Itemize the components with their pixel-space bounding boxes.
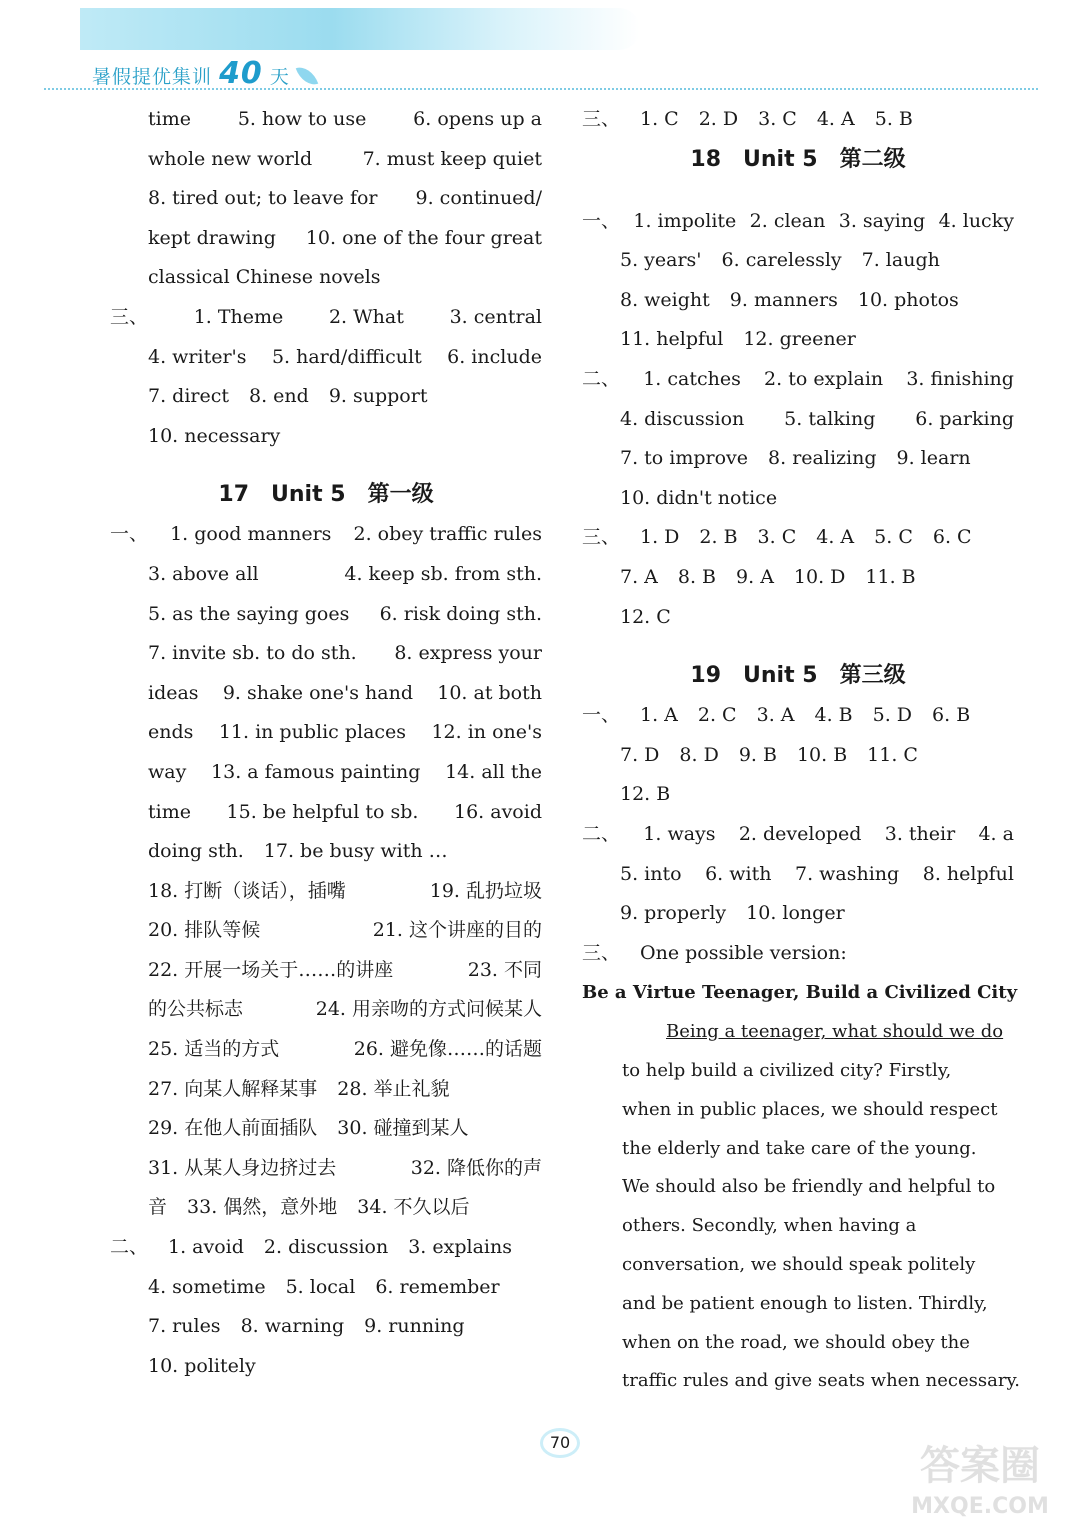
watermark-url: MXQE.COM (911, 1494, 1049, 1519)
unit19-section-3 (582, 934, 1020, 1401)
answer-line: 5. as the saying goes 6. risk doing sth. (148, 602, 542, 625)
answer-line: 三、 1. Theme 2. What 3. central (110, 298, 542, 338)
answer-line: 5. into 6. with 7. washing 8. helpful (620, 862, 1014, 885)
answer-line: 一、 1. impolite 2. clean 3. saying 4. lucky (582, 202, 1014, 242)
answer-line: 二、 1. ways 2. developed 3. their 4. a (582, 815, 1014, 855)
answer-line: 一、 1. A 2. C 3. A 4. B 5. D 6. B (582, 696, 1014, 736)
answer-line: 25. 适当的方式 26. 避免像……的话题 (148, 1038, 542, 1061)
essay-line: traffic rules and give seats when necessary. (622, 1370, 1020, 1392)
unit-heading: 17 Unit 5 第一级 (218, 482, 434, 508)
answer-line: 7. direct 8. end 9. support (148, 385, 428, 408)
continued-answers (110, 100, 542, 298)
answer-line: kept drawing 10. one of the four great (148, 226, 542, 249)
answer-line: 10. necessary (148, 424, 281, 447)
essay-line: conversation, we should speak politely (622, 1254, 976, 1276)
answer-line: 11. helpful 12. greener (620, 328, 856, 351)
essay-line: others. Secondly, when having a (622, 1215, 917, 1237)
section-label: 二、 (582, 367, 621, 390)
answer-line: 三、 1. D 2. B 3. C 4. A 5. C 6. C (582, 518, 1014, 558)
answer-line: 29. 在他人前面插队 30. 碰撞到某人 (148, 1117, 469, 1140)
section-3-answers (110, 298, 542, 456)
section-label: 三、 (582, 108, 621, 130)
section-label: 三、 (110, 305, 149, 328)
answer-line: 4. writer's 5. hard/difficult 6. include (148, 345, 542, 368)
days-unit: 天 (269, 66, 290, 88)
answer-line: 三、 1. C 2. D 3. C 4. A 5. B (582, 100, 1014, 140)
answer-line: 7. rules 8. warning 9. running (148, 1315, 465, 1338)
answer-line: 音 33. 偶然，意外地 34. 不久以后 (148, 1196, 470, 1219)
header-divider (44, 88, 1038, 90)
answer-line: 10. didn't notice (620, 486, 778, 509)
answer-line: time 15. be helpful to sb. 16. avoid (148, 800, 542, 823)
answer-line: 20. 排队等候 21. 这个讲座的目的 (148, 919, 542, 942)
unit17-section-2 (110, 1228, 542, 1386)
answer-line: 22. 开展一场关于……的讲座 23. 不同 (148, 958, 542, 981)
answer-line: ends 11. in public places 12. in one's (148, 721, 542, 744)
right-column (582, 100, 1020, 1400)
essay-line: Being a teenager, what should we do (666, 1021, 1004, 1043)
answer-line: ideas 9. shake one's hand 10. at both (148, 681, 542, 704)
answer-line: 7. to improve 8. realizing 9. learn (620, 447, 971, 470)
unit18-section-2 (582, 360, 1014, 518)
left-column (110, 100, 542, 1386)
unit18-section-1 (582, 202, 1014, 360)
watermark-logo: 答案圈 (920, 1443, 1040, 1489)
days-number: 40 (219, 56, 263, 91)
essay-line: when on the road, we should obey the (622, 1331, 970, 1353)
answer-line: 4. discussion 5. talking 6. parking (620, 407, 1014, 430)
section-label: 三、 (582, 526, 621, 549)
essay-line: We should also be friendly and helpful to (622, 1176, 996, 1198)
section-label: 一、 (582, 209, 621, 232)
unit17-section-1 (110, 515, 542, 1228)
essay-line: the elderly and take care of the young. (622, 1137, 977, 1159)
essay-line: to help build a civilized city? Firstly, (622, 1060, 952, 1082)
essay-line: when in public places, we should respect (622, 1098, 998, 1120)
answer-line: 5. years' 6. carelessly 7. laugh (620, 249, 940, 272)
answer-line: 二、 1. avoid 2. discussion 3. explains (110, 1228, 542, 1268)
answer-line: way 13. a famous painting 14. all the (148, 760, 542, 783)
answer-line: 8. weight 9. manners 10. photos (620, 288, 959, 311)
section-label: 一、 (110, 523, 149, 546)
answer-line: 8. tired out; to leave for 9. continued/ (148, 187, 542, 210)
book-title: 暑假提优集训 (92, 66, 213, 88)
essay-body (582, 1012, 1020, 1400)
section-label: 二、 (582, 822, 621, 845)
watermark (900, 1440, 1060, 1530)
answer-line: 18. 打断（谈话），插嘴 19. 乱扔垃圾 (148, 879, 542, 902)
answer-line: 4. sometime 5. local 6. remember (148, 1275, 500, 1298)
answer-line: 7. A 8. B 9. A 10. D 11. B (620, 565, 916, 588)
unit18-section-3 (582, 518, 1014, 637)
page-number: 70 (540, 1428, 580, 1458)
answer-line: 12. C (620, 605, 671, 628)
answer-line: 的公共标志 24. 用亲吻的方式问候某人 (148, 998, 542, 1021)
answer-line: 一、 1. good manners 2. obey traffic rules (110, 515, 542, 555)
unit-heading: 18 Unit 5 第二级 (690, 146, 906, 172)
section-label: 二、 (110, 1236, 149, 1259)
essay-title: Be a Virtue Teenager, Build a Civilized City (582, 982, 1018, 1004)
answer-line: 9. properly 10. longer (620, 902, 845, 925)
answer-line: 12. B (620, 783, 671, 806)
answer-line: 10. politely (148, 1354, 256, 1377)
leaf-icon (296, 63, 319, 89)
unit19-section-1 (582, 696, 1014, 815)
section-label: 三、 (582, 941, 621, 964)
answer-line: 7. invite sb. to do sth. 8. express your (148, 642, 542, 665)
answer-line: 3. above all 4. keep sb. from sth. (148, 562, 542, 585)
answer-line: 二、 1. catches 2. to explain 3. finishing (582, 360, 1014, 400)
answer-line (582, 934, 1014, 974)
answer-line: 27. 向某人解释某事 28. 举止礼貌 (148, 1077, 450, 1100)
header-title (92, 56, 315, 91)
answer-line: time 5. how to use 6. opens up a (148, 108, 542, 130)
answer-line: whole new world 7. must keep quiet (148, 147, 542, 170)
header-banner (80, 8, 640, 50)
essay-intro: One possible version: (640, 941, 847, 964)
answer-line: doing sth. 17. be busy with … (148, 840, 448, 863)
answer-line: 7. D 8. D 9. B 10. B 11. C (620, 743, 918, 766)
answer-line: classical Chinese novels (148, 266, 381, 289)
unit-heading: 19 Unit 5 第三级 (690, 663, 906, 689)
section-label: 一、 (582, 704, 621, 727)
unit19-section-2 (582, 815, 1014, 934)
essay-line: and be patient enough to listen. Thirdly, (622, 1292, 988, 1314)
answer-line: 31. 从某人身边挤过去 32. 降低你的声 (148, 1156, 542, 1179)
